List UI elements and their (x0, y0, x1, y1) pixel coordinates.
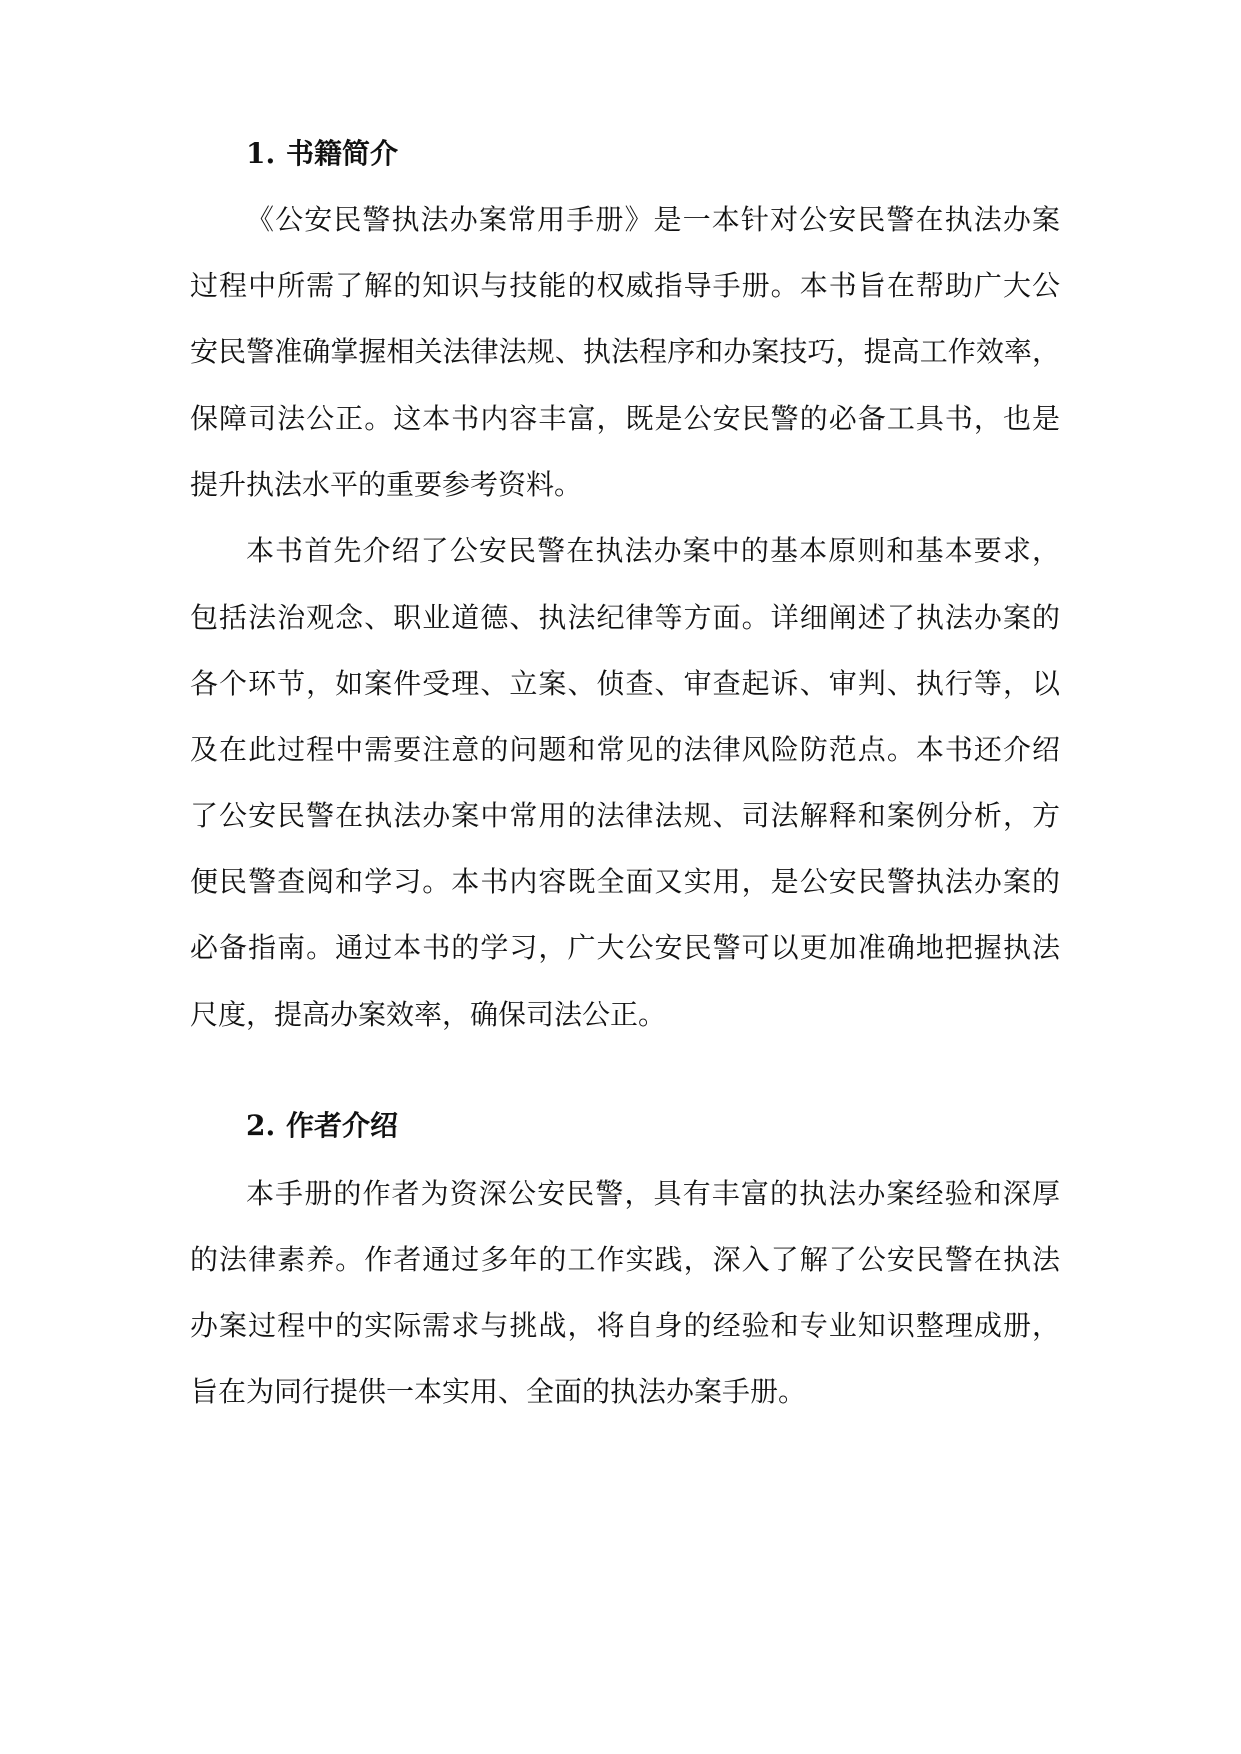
section-number: 2. (246, 1109, 276, 1142)
paragraph-line: 各个环节，如案件受理、立案、侦查、审查起诉、审判、执行等，以 (190, 667, 1060, 700)
paragraph-line: 必备指南。通过本书的学习，广大公安民警可以更加准确地把握执法 (190, 931, 1060, 964)
paragraph-line: 了公安民警在执法办案中常用的法律法规、司法解释和案例分析，方 (190, 799, 1060, 832)
section-title: 书籍简介 (286, 137, 399, 170)
paragraph-line: 及在此过程中需要注意的问题和常见的法律风险防范点。本书还介绍 (190, 733, 1060, 766)
paragraph-line: 《公安民警执法办案常用手册》是一本针对公安民警在执法办案 (246, 203, 1060, 236)
paragraph-line: 的法律素养。作者通过多年的工作实践，深入了解了公安民警在执法 (190, 1243, 1060, 1276)
paragraph-line: 过程中所需了解的知识与技能的权威指导手册。本书旨在帮助广大公 (190, 269, 1060, 302)
paragraph-line: 旨在为同行提供一本实用、全面的执法办案手册。 (190, 1375, 807, 1408)
paragraph-line: 本书首先介绍了公安民警在执法办案中的基本原则和基本要求， (246, 534, 1060, 567)
section-title: 作者介绍 (286, 1109, 399, 1142)
paragraph-line: 尺度，提高办案效率，确保司法公正。 (190, 998, 667, 1031)
section-heading-1 (246, 132, 398, 176)
paragraph-line: 本手册的作者为资深公安民警，具有丰富的执法办案经验和深厚 (246, 1177, 1060, 1210)
paragraph-line: 便民警查阅和学习。本书内容既全面又实用，是公安民警执法办案的 (190, 865, 1060, 898)
section-heading-2 (246, 1104, 398, 1148)
paragraph-line: 安民警准确掌握相关法律法规、执法程序和办案技巧，提高工作效率， (190, 335, 1060, 368)
paragraph-line: 包括法治观念、职业道德、执法纪律等方面。详细阐述了执法办案的 (190, 601, 1060, 634)
paragraph-line: 提升执法水平的重要参考资料。 (190, 468, 583, 501)
section-number: 1. (246, 137, 276, 170)
paragraph-line: 保障司法公正。这本书内容丰富，既是公安民警的必备工具书，也是 (190, 402, 1060, 435)
paragraph-line: 办案过程中的实际需求与挑战，将自身的经验和专业知识整理成册， (190, 1309, 1060, 1342)
